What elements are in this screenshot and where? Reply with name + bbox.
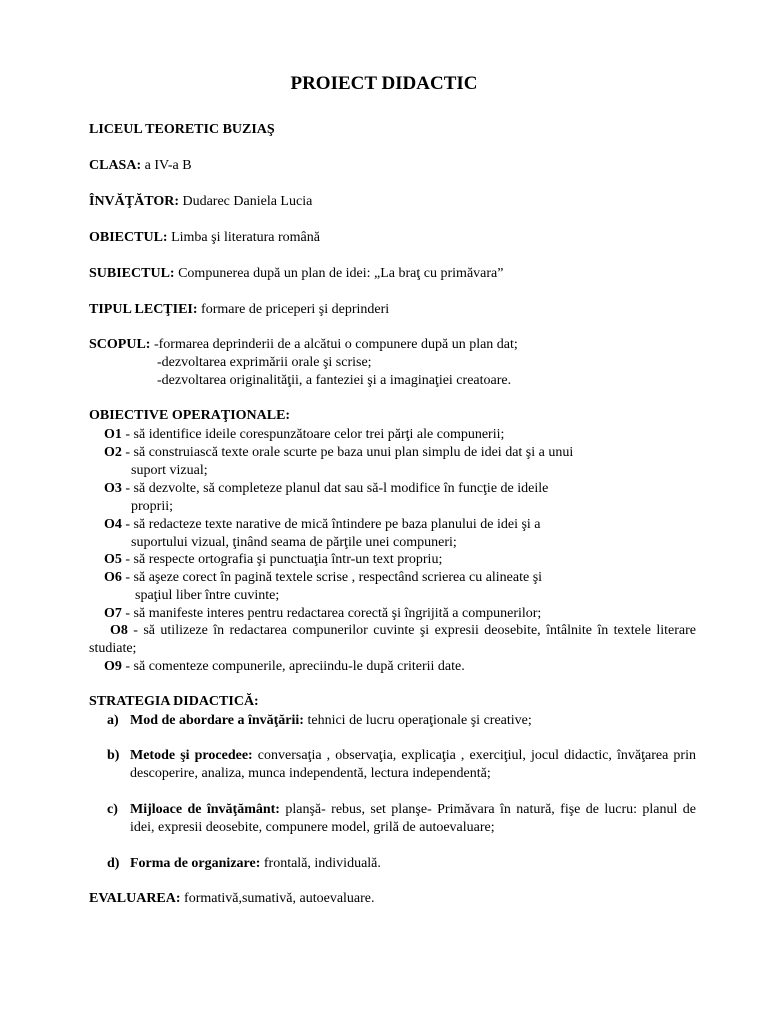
evaluarea-label: EVALUAREA: [89,891,181,906]
objective-o1 [104,426,504,444]
clasa-line [89,157,192,175]
invatator-label: ÎNVĂŢĂTOR: [89,194,179,209]
item-label: Forma de organizare: [130,856,261,871]
evaluarea-value: formativă,sumativă, autoevaluare. [180,891,375,906]
invatator-value: Dudarec Daniela Lucia [178,194,313,209]
page-title: PROIECT DIDACTIC [290,73,478,94]
list-marker: b) [107,748,120,763]
item-text: planşă- rebus, set planşe- Primăvara în natură, fişe de lucru: planul de idei, expresii deosebite, compunere model, grilă de autoevaluare; [130,802,696,835]
objective-code: O6 [104,570,122,585]
objective-o8 [89,622,696,658]
objective-o9 [104,658,465,676]
invatator-line [89,193,312,211]
objective-code: O2 [104,445,122,460]
item-text: frontală, individuală. [260,856,381,871]
scopul-line [89,336,518,354]
subiectul-value: Compunerea după un plan de idei: „La braţ cu primăvara” [174,266,504,281]
obiective-heading: OBIECTIVE OPERAŢIONALE: [89,408,291,423]
strategia-item-d [107,855,381,873]
objective-o2-cont: suport vizual; [131,463,208,478]
scopul-item: -dezvoltarea originalităţii, a fanteziei şi a imaginaţiei creatoare. [157,373,512,388]
objective-code: O5 [104,552,122,567]
objective-o7 [104,605,541,623]
objective-code: O7 [104,606,122,621]
objective-o2 [104,444,573,462]
objective-o4 [104,516,541,534]
objective-text: - să respecte ortografia şi punctuaţia într-un text propriu; [121,552,443,567]
objective-text: - să identifice ideile corespunzătoare celor trei părţi ale compunerii; [121,427,505,442]
strategia-heading: STRATEGIA DIDACTICĂ: [89,694,259,709]
objective-o3 [104,480,548,498]
objective-text: - să comenteze compunerile, apreciindu-le după criterii date. [121,659,465,674]
obiectul-value: Limba şi literatura română [167,230,320,245]
evaluarea-line [89,890,375,908]
item-text: conversaţia , observaţia, explicaţia , exerciţiul, jocul didactic, învăţarea prin descoperire, analiza, munca independentă, lectura independentă; [130,748,696,781]
objective-code: O3 [104,481,122,496]
item-label: Metode şi procedee: [130,748,253,763]
tipul-line [89,301,389,319]
list-marker: a) [107,713,119,728]
objective-text: - să utilizeze în redactarea compunerilor cuvinte şi expresii deosebite, întâlnite în textele literare studiate; [89,623,696,656]
clasa-value: a IV-a B [141,158,192,173]
objective-o6 [104,569,542,587]
obiectul-line [89,229,320,247]
strategia-item-a [107,712,532,730]
objective-text: - să dezvolte, să completeze planul dat sau să-l modifice în funcţie de ideile [121,481,549,496]
item-text: tehnici de lucru operaţionale şi creative; [303,713,532,728]
objective-code: O9 [104,659,122,674]
objective-text: - să construiască texte orale scurte pe baza unui plan simplu de idei dat şi a unui [121,445,574,460]
obiectul-label: OBIECTUL: [89,230,168,245]
strategia-item-b [130,747,696,783]
school-name: LICEUL TEORETIC BUZIAŞ [89,122,275,137]
subiectul-label: SUBIECTUL: [89,266,175,281]
objective-o5 [104,551,442,569]
list-marker: c) [107,802,118,817]
item-label: Mod de abordare a învăţării: [130,713,304,728]
scopul-item: -formarea deprinderii de a alcătui o compunere după un plan dat; [150,337,518,352]
tipul-label: TIPUL LECŢIEI: [89,302,198,317]
objective-code: O8 [110,623,128,638]
objective-o4-cont: suportului vizual, ţinând seama de părţile unei compuneri; [131,535,457,550]
tipul-value: formare de priceperi şi deprinderi [197,302,390,317]
clasa-label: CLASA: [89,158,142,173]
scopul-label: SCOPUL: [89,337,151,352]
strategia-item-c [130,801,696,837]
objective-o6-cont: spaţiul liber între cuvinte; [135,588,280,603]
scopul-item: -dezvoltarea exprimării orale şi scrise; [157,355,372,370]
subiectul-line [89,265,503,283]
objective-code: O1 [104,427,122,442]
objective-code: O4 [104,517,122,532]
objective-text: - să manifeste interes pentru redactarea corectă şi îngrijită a compunerilor; [121,606,542,621]
item-label: Mijloace de învăţământ: [130,802,280,817]
list-marker: d) [107,856,120,871]
objective-text: - să redacteze texte narative de mică întindere pe baza planului de idei şi a [121,517,541,532]
objective-text: - să aşeze corect în pagină textele scrise , respectând scrierea cu alineate şi [121,570,543,585]
objective-o3-cont: proprii; [131,499,173,514]
